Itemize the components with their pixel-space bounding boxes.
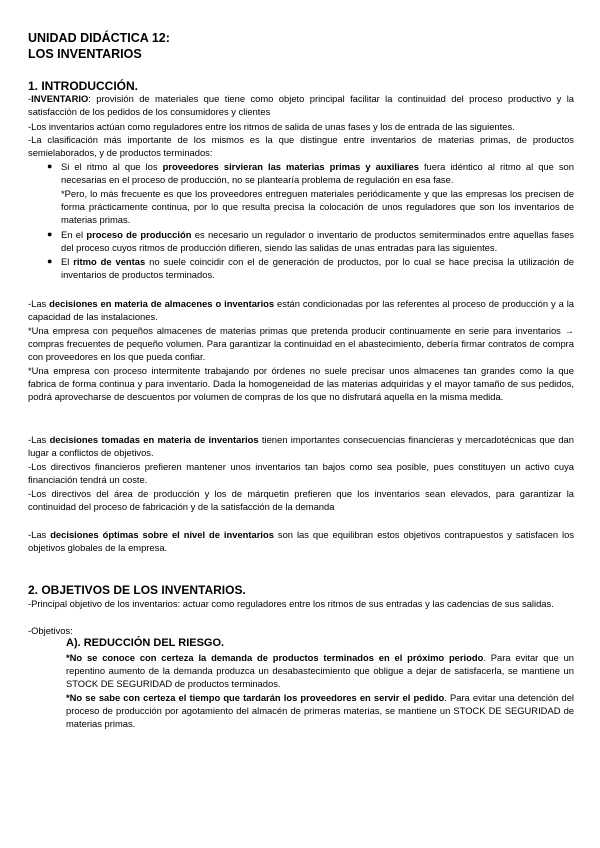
paragraph-proceso-intermitente: *Una empresa con proceso intermitente trabajando por órdenes no suele precisar unos almacenes tan grandes como la que fabrica de forma continua y para inventario. Dada la homogeneidad de las materias adquiridas y el mayor tamaño de sus pedidos, podrá aprovecharse de descuentos por volumen de compras de los que no disfrutará aquella en la misma medida.: [28, 365, 574, 402]
subheading-reduccion-riesgo: A). REDUCCIÓN DEL RIESGO.: [66, 637, 225, 649]
paragraph-reguladores: -Los inventarios actúan como reguladores entre los ritmos de salida de unas fases y los de entrada de las siguientes.: [28, 121, 515, 132]
paragraph-principal-objetivo: -Principal objetivo de los inventarios: actuar como reguladores entre los ritmos de sus entradas y las cadencias de sus salidas.: [28, 598, 554, 609]
paragraph-directivos-produccion: -Los directivos del área de producción y los de márquetin prefieren que los inventarios sean elevados, para garantizar la continuidad del proceso de fabricación y de la satisfacción de la demanda: [28, 488, 574, 512]
paragraph-decisiones-optimas: -Las decisiones óptimas sobre el nivel de inventarios son las que equilibran estos objetivos contrapuestos y satisfacen los objetivos globales de la empresa.: [28, 529, 575, 553]
bullet-ritmo-ventas: El ritmo de ventas no suele coincidir con el de generación de productos, por lo cual se hace precisa la utilización de inventarios de productos terminados.: [61, 256, 574, 280]
bullet-icon: ●: [47, 161, 53, 171]
item-proveedores-incierto: *No se sabe con certeza el tiempo que tardarán los proveedores en servir el pedido. Para evitar una detención del proceso de producción por agotamiento del almacén de primeras materias, se mantiene un STOCK DE SEGURIDAD de materias primas.: [66, 692, 574, 729]
item-demanda-incierta: *No se conoce con certeza la demanda de productos terminados en el próximo periodo. Para evitar que un repentino aumento de la demanda produzca un desabastecimiento que obligue a dejar de satisfacerla, se mantiene un STOCK DE SEGURIDAD de productos terminados.: [66, 652, 574, 689]
paragraph-decisiones-tomadas: -Las decisiones tomadas en materia de inventarios tienen importantes consecuencias financieras y mercadotécnicas que dan lugar a conflictos de objetivos.: [28, 434, 574, 458]
paragraph-clasificacion: -La clasificación más importante de los mismos es la que distingue entre inventarios de materias primas, de productos semielaborados, y de productos terminados:: [28, 134, 574, 158]
bullet-icon: ●: [47, 229, 53, 239]
bullet-icon: ●: [47, 256, 53, 266]
section-1-heading: 1. INTRODUCCIÓN.: [28, 79, 139, 93]
bullet-proceso-produccion: En el proceso de producción es necesario un regulador o inventario de productos semiterminados entre aquellas fases del proceso cuyos ritmos de producción difieren, siendo las salidas de unas entradas para las siguientes.: [61, 229, 574, 253]
paragraph-inventario-definition: -INVENTARIO: provisión de materiales que tiene como objeto principal facilitar la continuidad del proceso productivo y la satisfacción de los pedidos de los consumidores y clientes: [28, 93, 574, 117]
bullet-materias-primas-note: *Pero, lo más frecuente es que los proveedores entreguen materiales periódicamente y que las empresas los precisen de forma prácticamente continua, por lo que resulta precisa la colocación de unos reguladores que son los inventarios de materias primas.: [61, 188, 574, 225]
bullet-materias-primas: Si el ritmo al que los proveedores sirvieran las materias primas y auxiliares fuera idéntico al ritmo al que son necesarias en el proceso de producción, no se plantearía problema de regulación en esa fase.: [61, 161, 574, 185]
paragraph-decisiones-almacenes: -Las decisiones en materia de almacenes o inventarios están condicionadas por las referentes al proceso de producción y a la capacidad de las instalaciones.: [28, 298, 575, 322]
paragraph-pequenos-almacenes: *Una empresa con pequeños almacenes de materias primas que pretenda producir continuamente en serie para inventarios → compras frecuentes de pequeño volumen. Para garantizar la continuidad en el abastecimiento, debería firmar contratos de compra con proveedores en los que pueda confiar.: [28, 325, 574, 362]
section-2-heading: 2. OBJETIVOS DE LOS INVENTARIOS.: [28, 583, 246, 597]
paragraph-objetivos-label: -Objetivos:: [28, 625, 73, 636]
paragraph-directivos-financieros: -Los directivos financieros prefieren mantener unos inventarios tan bajos como sea posible, pues constituyen un activo cuya financiación tendrá un coste.: [28, 461, 574, 485]
unit-title: UNIDAD DIDÁCTICA 12:: [28, 31, 170, 45]
unit-subtitle: LOS INVENTARIOS: [28, 47, 142, 61]
